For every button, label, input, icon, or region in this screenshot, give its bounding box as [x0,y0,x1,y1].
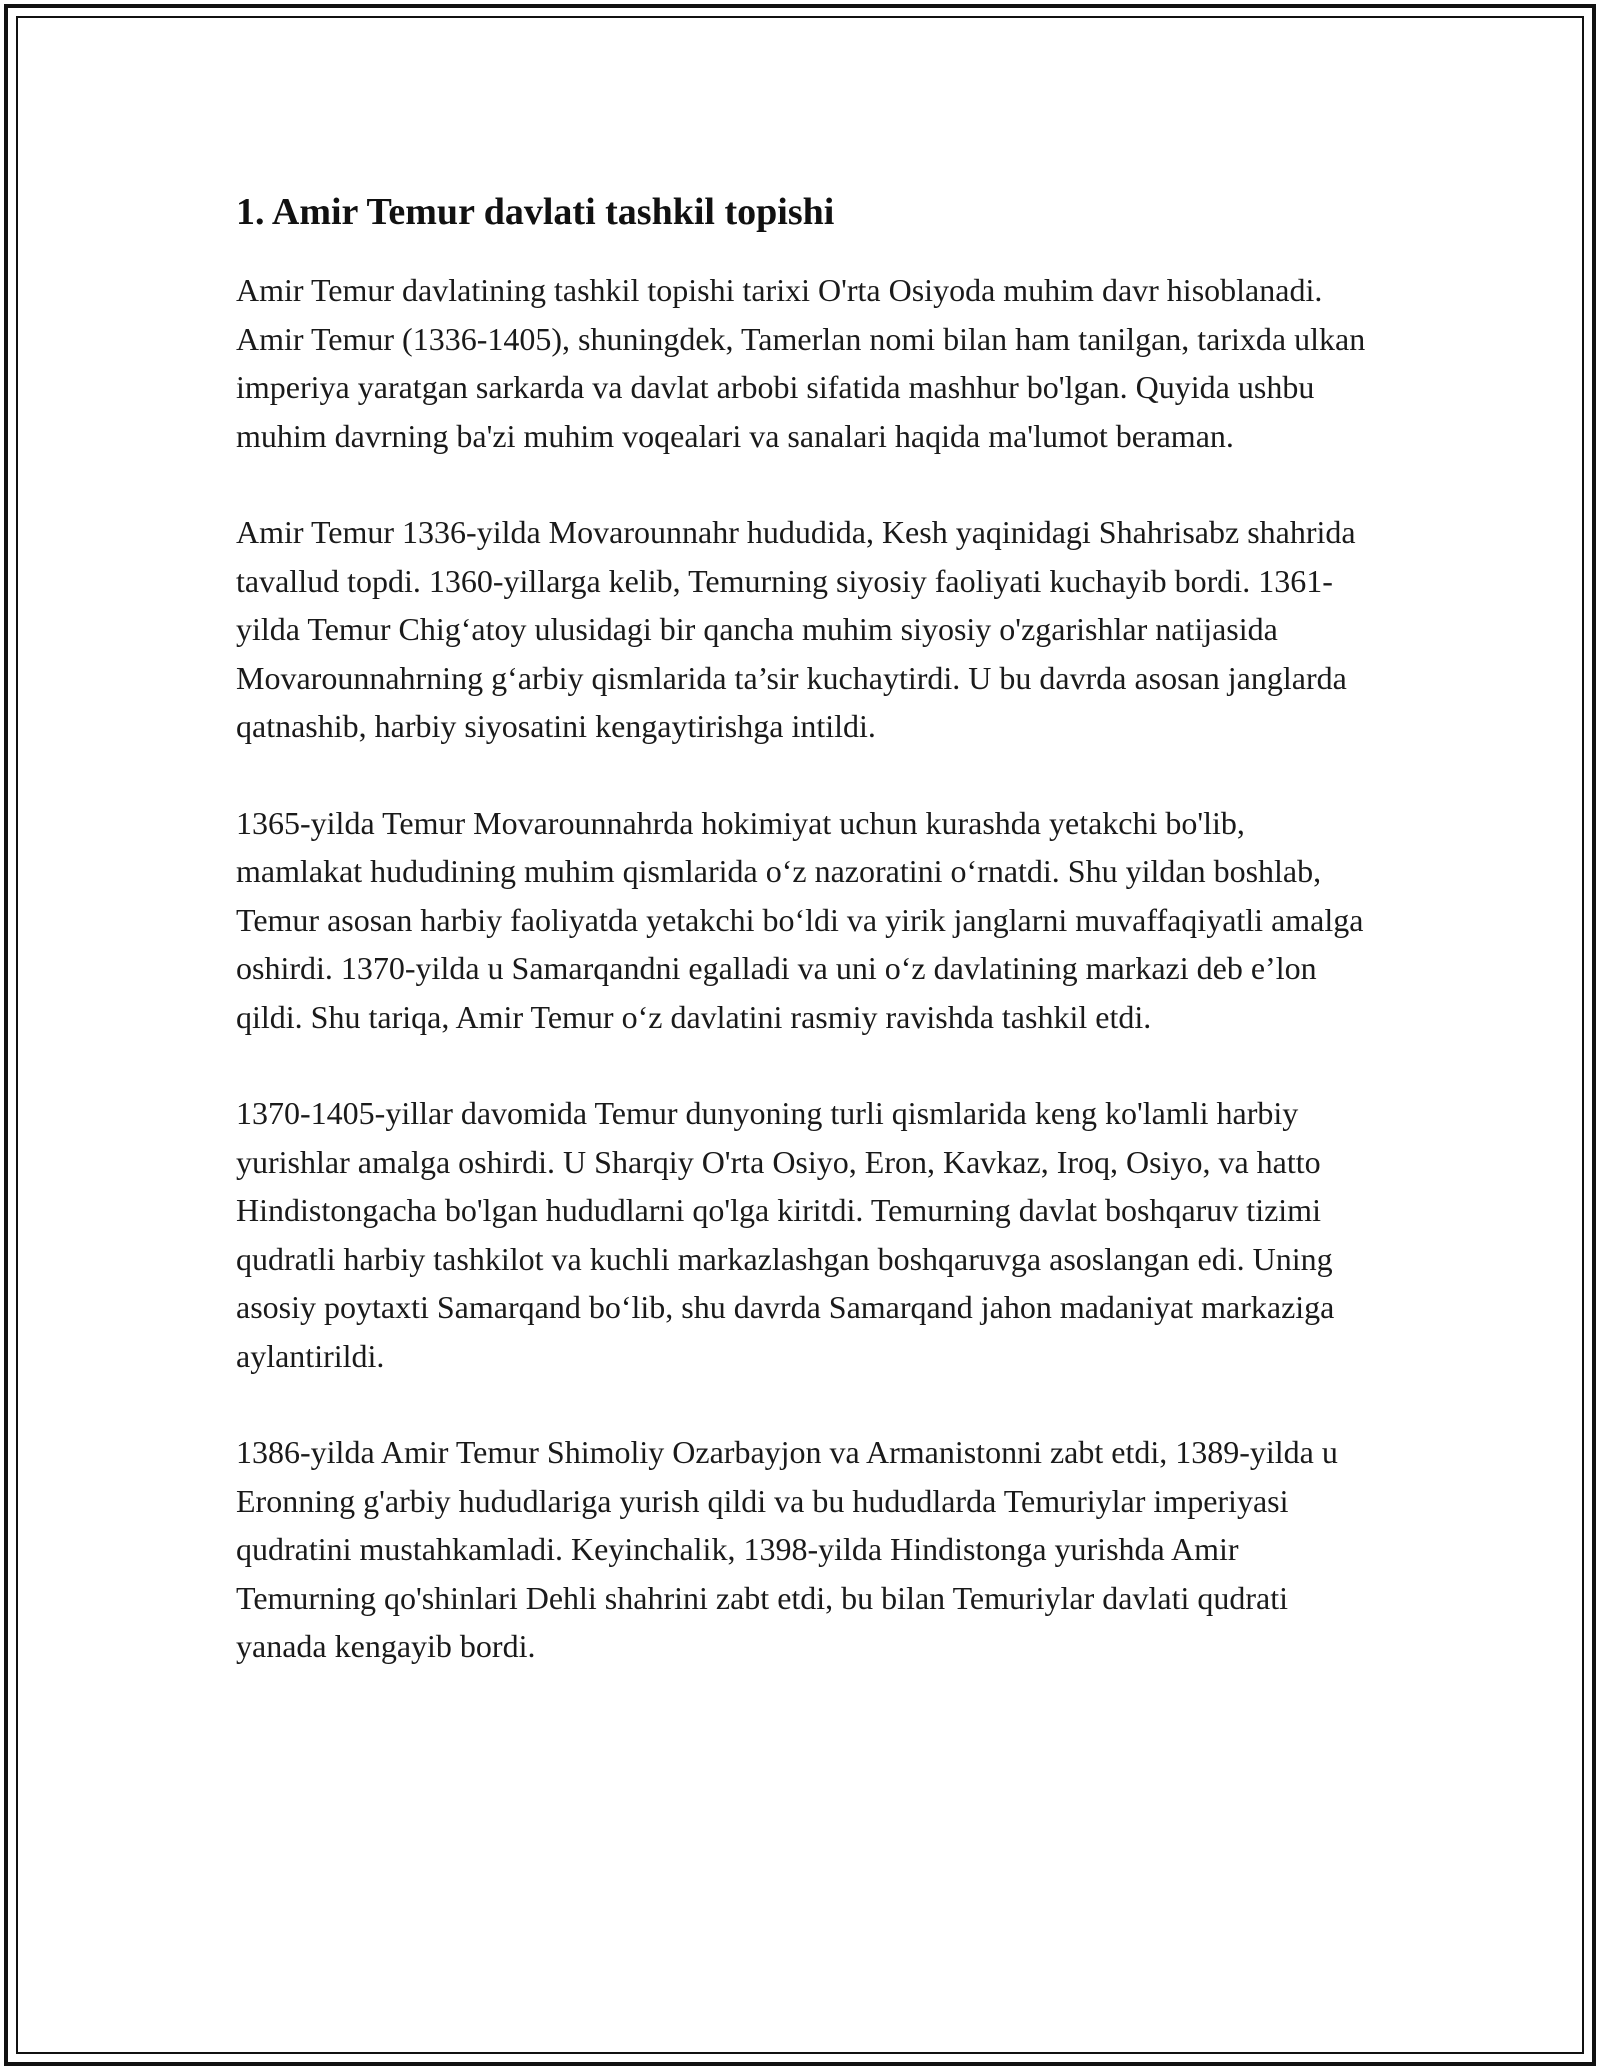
paragraph-2: Amir Temur 1336-yilda Movarounnahr hududida, Kesh yaqinidagi Shahrisabz shahrida tavallud topdi. 1360-yillarga kelib, Temurning siyosiy faoliyati kuchayib bordi. 1361-yilda Temur Chig‘atoy ulusidagi bir qancha muhim siyosiy o'zgarishlar natijasida Movarounnahrning g‘arbiy qismlarida ta’sir kuchaytirdi. U bu davrda asosan janglarda qatnashib, harbiy siyosatini kengaytirishga intildi. [236,514,1356,744]
document-title: 1. Amir Temur davlati tashkil topishi [236,191,835,233]
paragraph-4: 1370-1405-yillar davomida Temur dunyoning turli qismlarida keng ko'lamli harbiy yurishlar amalga oshirdi. U Sharqiy O'rta Osiyo, Eron, Kavkaz, Iroq, Osiyo, va hatto Hindistongacha bo'lgan hududlarni qo'lga kiritdi. Temurning davlat boshqaruv tizimi qudratli harbiy tashkilot va kuchli markazlashgan boshqaruvga asoslangan edi. Uning asosiy poytaxti Samarqand bo‘lib, shu davrda Samarqand jahon madaniyat markaziga aylantirildi. [236,1095,1335,1374]
paragraph-5: 1386-yilda Amir Temur Shimoliy Ozarbayjon va Armanistonni zabt etdi, 1389-yilda u Eronning g'arbiy hududlariga yurish qildi va bu hududlarda Temuriylar imperiyasi qudratini mustahkamladi. Keyinchalik, 1398-yilda Hindistonga yurishda Amir Temurning qo'shinlari Dehli shahrini zabt etdi, bu bilan Temuriylar davlati qudrati yanada kengayib bordi. [236,1434,1338,1664]
paragraph-3: 1365-yilda Temur Movarounnahrda hokimiyat uchun kurashda yetakchi bo'lib, mamlakat hududining muhim qismlarida o‘z nazoratini o‘rnatdi. Shu yildan boshlab, Temur asosan harbiy faoliyatda yetakchi bo‘ldi va yirik janglarni muvaffaqiyatli amalga oshirdi. 1370-yilda u Samarqandni egalladi va uni o‘z davlatining markazi deb e’lon qildi. Shu tariqa, Amir Temur o‘z davlatini rasmiy ravishda tashkil etdi. [236,804,1364,1035]
document-body [236,188,1366,1719]
paragraph-1: Amir Temur davlatining tashkil topishi tarixi O'rta Osiyoda muhim davr hisoblanadi. Amir Temur (1336-1405), shuningdek, Tamerlan nomi bilan ham tanilgan, tarixda ulkan imperiya yaratgan sarkarda va davlat arbobi sifatida mashhur bo'lgan. Quyida ushbu muhim davrning ba'zi muhim voqealari va sanalari haqida ma'lumot beraman. [236,272,1366,454]
